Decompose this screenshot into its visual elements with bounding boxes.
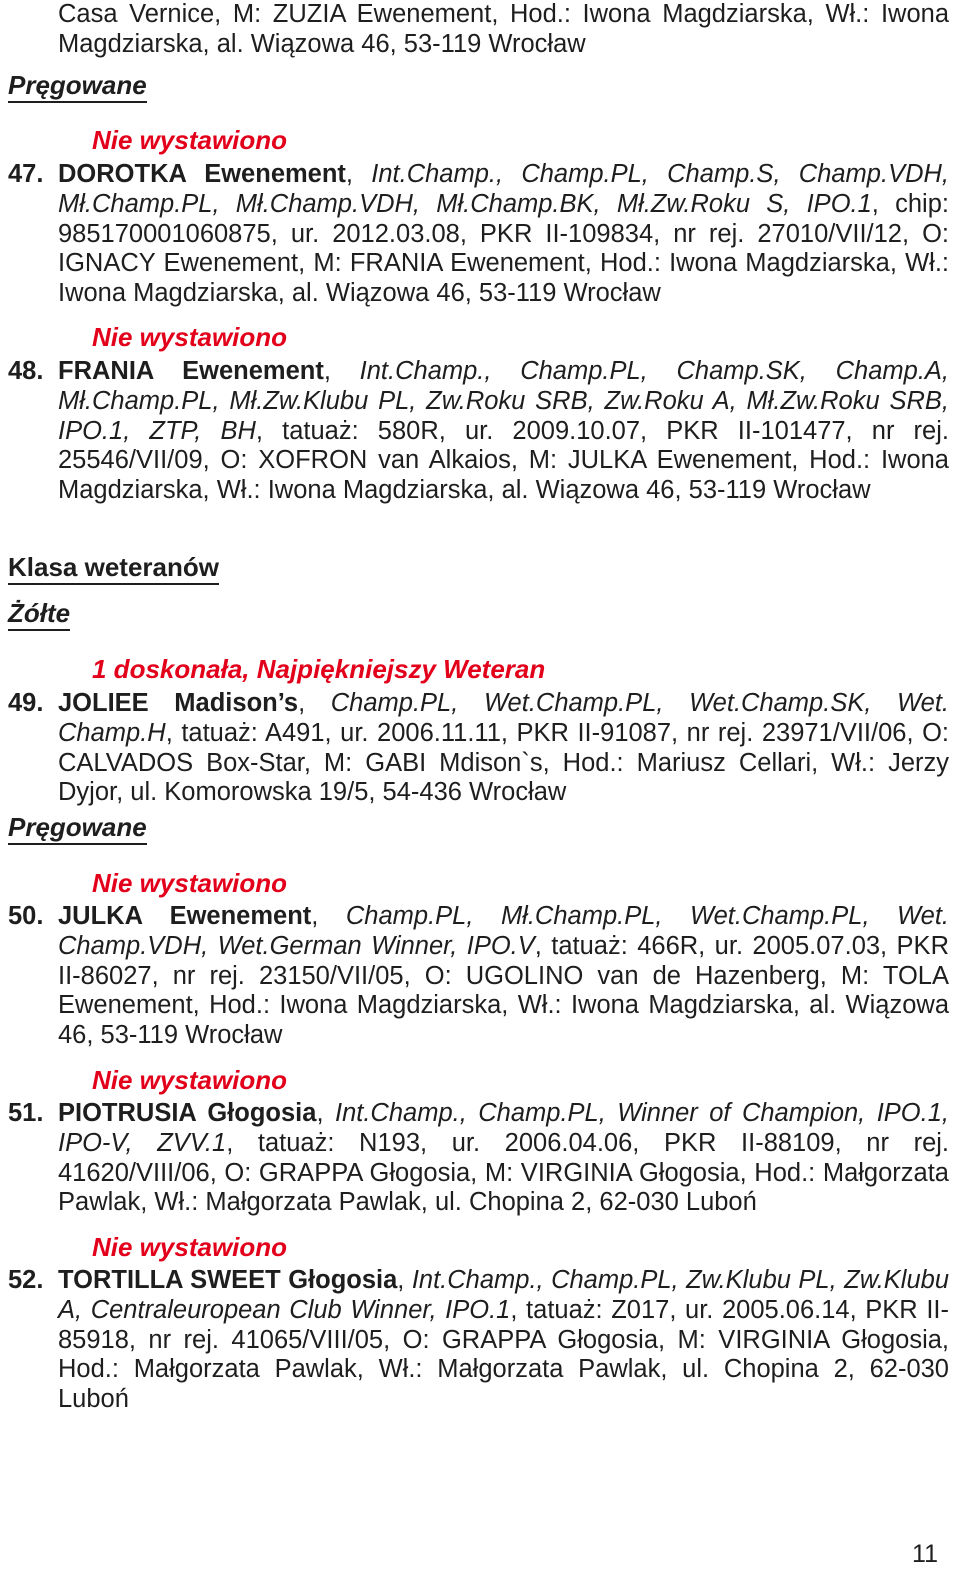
entry-award: Nie wystawiono xyxy=(92,1065,288,1095)
entry-details: , chip: 985170001060875, ur. 2012.03.08, PKR II-109834, nr rej. 27010/VII/12, O: IGNACY Ewenement, M: FRANIA Ewenement, Hod.: Iwona Magdziarska, Wł.: Iwona Magdziarska, al. Wiązowa 46, 53-119 Wrocław xyxy=(58,189,949,308)
catalog-entry xyxy=(8,160,949,309)
section-heading-pregowane-weterani: Pręgowane xyxy=(8,812,147,845)
entry-details: , tatuaż: 466R, ur. 2005.07.03, PKR II-86027, nr rej. 23150/VII/05, O: UGOLINO van de Hazenberg, M: TOLA Ewenement, Hod.: Iwona Magdziarska, Wł.: Iwona Magdziarska, al. Wiązowa 46, 53-119 Wrocław xyxy=(58,931,949,1050)
entry-details: , tatuaż: Z017, ur. 2005.06.14, PKR II-85918, nr rej. 41065/VIII/05, O: GRAPPA Głogosia, M: VIRGINIA Głogosia, Hod.: Małgorzata Pawlak, Wł.: Małgorzata Pawlak, ul. Chopina 2, 62-030 Luboń xyxy=(58,1295,949,1414)
entry-number: 48. xyxy=(8,357,44,385)
dog-name: PIOTRUSIA Głogosia xyxy=(58,1099,317,1127)
entry-award: Nie wystawiono xyxy=(92,868,288,898)
entry-details: , tatuaż: 580R, ur. 2009.10.07, PKR II-101477, nr rej. 25546/VII/09, O: XOFRON van Alkaios, M: JULKA Ewenement, Hod.: Iwona Magdziarska, Wł.: Iwona Magdziarska, al. Wiązowa 46, 53-119 Wrocław xyxy=(58,416,949,505)
dog-titles: Champ.PL, Wet.Champ.PL, Wet.Champ.SK, Wet. Champ.H xyxy=(58,689,949,747)
dog-name: JULKA Ewenement xyxy=(58,902,312,930)
dog-name: TORTILLA SWEET Głogosia xyxy=(58,1266,398,1294)
entry-award: Nie wystawiono xyxy=(92,322,288,352)
entry-number: 52. xyxy=(8,1266,44,1294)
dog-titles: Champ.PL, Mł.Champ.PL, Wet.Champ.PL, Wet. Champ.VDH, Wet.German Winner, IPO.V xyxy=(58,902,949,960)
entry-number: 49. xyxy=(8,689,44,717)
entry-details: , tatuaż: N193, ur. 2006.04.06, PKR II-88109, nr rej. 41620/VIII/06, O: GRAPPA Głogosia, M: VIRGINIA Głogosia, Hod.: Małgorzata Pawlak, Wł.: Małgorzata Pawlak, ul. Chopina 2, 62-030 Luboń xyxy=(58,1128,950,1217)
entry-body: PIOTRUSIA Głogosia, Int.Champ., Champ.PL, Winner of Champion, IPO.1, IPO-V, ZVV.1, tatuaż: N193, ur. 2006.04.06, PKR II-88109, nr rej. 41620/VIII/06, O: GRAPPA Głogosia, M: VIRGINIA Głogosia, Hod.: Małgorzata Pawlak, Wł.: Małgorzata Pawlak, ul. Chopina 2, 62-030 Luboń xyxy=(58,1099,950,1217)
section-heading-klasa-weteranow: Klasa weteranów xyxy=(8,552,219,585)
catalog-entry xyxy=(8,902,949,1051)
dog-titles: Int.Champ., Champ.PL, Zw.Klubu PL, Zw.Klubu A, Centraleuropean Club Winner, IPO.1 xyxy=(58,1266,950,1324)
section-heading-zolte: Żółte xyxy=(8,598,70,631)
dog-titles: Int.Champ., Champ.PL, Champ.SK, Champ.A, Mł.Champ.PL, Mł.Zw.Klubu PL, Zw.Roku SRB, Zw.Roku A, Mł.Zw.Roku SRB, IPO.1, ZTP, BH xyxy=(58,357,949,445)
entry-body: JULKA Ewenement, Champ.PL, Mł.Champ.PL, Wet.Champ.PL, Wet. Champ.VDH, Wet.German Winner, IPO.V, tatuaż: 466R, ur. 2005.07.03, PKR II-86027, nr rej. 23150/VII/05, O: UGOLINO van de Hazenberg, M: TOLA Ewenement, Hod.: Iwona Magdziarska, Wł.: Iwona Magdziarska, al. Wiązowa 46, 53-119 Wrocław xyxy=(58,902,949,1050)
entry-body: DOROTKA Ewenement, Int.Champ., Champ.PL, Champ.S, Champ.VDH, Mł.Champ.PL, Mł.Champ.VDH, Mł.Champ.BK, Mł.Zw.Roku S, IPO.1, chip: 985170001060875, ur. 2012.03.08, PKR II-109834, nr rej. 27010/VII/12, O: IGNACY Ewenement, M: FRANIA Ewenement, Hod.: Iwona Magdziarska, Wł.: Iwona Magdziarska, al. Wiązowa 46, 53-119 Wrocław xyxy=(58,160,949,308)
entry-award: 1 doskonała, Najpiękniejszy Weteran xyxy=(92,654,546,684)
section-heading-pregowane: Pręgowane xyxy=(8,70,147,103)
entry-award: Nie wystawiono xyxy=(92,1232,288,1262)
dog-name: FRANIA Ewenement xyxy=(58,357,324,385)
entry-details: , tatuaż: A491, ur. 2006.11.11, PKR II-91087, nr rej. 23971/VII/06, O: CALVADOS Box-Star, M: GABI Mdison`s, Hod.: Mariusz Cellari, Wł.: Jerzy Dyjor, ul. Komorowska 19/5, 54-436 Wrocław xyxy=(58,718,949,807)
entry-number: 51. xyxy=(8,1099,44,1127)
entry-body: JOLIEE Madison’s, Champ.PL, Wet.Champ.PL, Wet.Champ.SK, Wet. Champ.H, tatuaż: A491, ur. 2006.11.11, PKR II-91087, nr rej. 23971/VII/06, O: CALVADOS Box-Star, M: GABI Mdison`s, Hod.: Mariusz Cellari, Wł.: Jerzy Dyjor, ul. Komorowska 19/5, 54-436 Wrocław xyxy=(58,689,949,807)
previous-entry-continuation: Casa Vernice, M: ZUZIA Ewenement, Hod.: Iwona Magdziarska, Wł.: Iwona Magdziarska, al. Wiązowa 46, 53-119 Wrocław xyxy=(58,0,949,58)
catalog-entry xyxy=(8,1099,949,1218)
entry-number: 47. xyxy=(8,160,44,188)
page-number: 11 xyxy=(912,1540,938,1568)
catalog-entry xyxy=(8,1266,949,1415)
dog-name: DOROTKA Ewenement xyxy=(58,160,346,188)
dog-titles: Int.Champ., Champ.PL, Champ.S, Champ.VDH, Mł.Champ.PL, Mł.Champ.VDH, Mł.Champ.BK, Mł.Zw.Roku S, IPO.1 xyxy=(58,160,949,218)
entry-body: FRANIA Ewenement, Int.Champ., Champ.PL, Champ.SK, Champ.A, Mł.Champ.PL, Mł.Zw.Klubu PL, Zw.Roku SRB, Zw.Roku A, Mł.Zw.Roku SRB, IPO.1, ZTP, BH, tatuaż: 580R, ur. 2009.10.07, PKR II-101477, nr rej. 25546/VII/09, O: XOFRON van Alkaios, M: JULKA Ewenement, Hod.: Iwona Magdziarska, Wł.: Iwona Magdziarska, al. Wiązowa 46, 53-119 Wrocław xyxy=(58,357,949,505)
entry-award: Nie wystawiono xyxy=(92,125,288,155)
catalog-entry xyxy=(8,689,949,808)
catalog-entry xyxy=(8,357,949,506)
entry-body: TORTILLA SWEET Głogosia, Int.Champ., Champ.PL, Zw.Klubu PL, Zw.Klubu A, Centraleuropean Club Winner, IPO.1, tatuaż: Z017, ur. 2005.06.14, PKR II-85918, nr rej. 41065/VIII/05, O: GRAPPA Głogosia, M: VIRGINIA Głogosia, Hod.: Małgorzata Pawlak, Wł.: Małgorzata Pawlak, ul. Chopina 2, 62-030 Luboń xyxy=(58,1266,950,1414)
entry-number: 50. xyxy=(8,902,44,930)
dog-name: JOLIEE Madison’s xyxy=(58,689,299,717)
dog-titles: Int.Champ., Champ.PL, Winner of Champion, IPO.1, IPO-V, ZVV.1 xyxy=(58,1099,949,1157)
